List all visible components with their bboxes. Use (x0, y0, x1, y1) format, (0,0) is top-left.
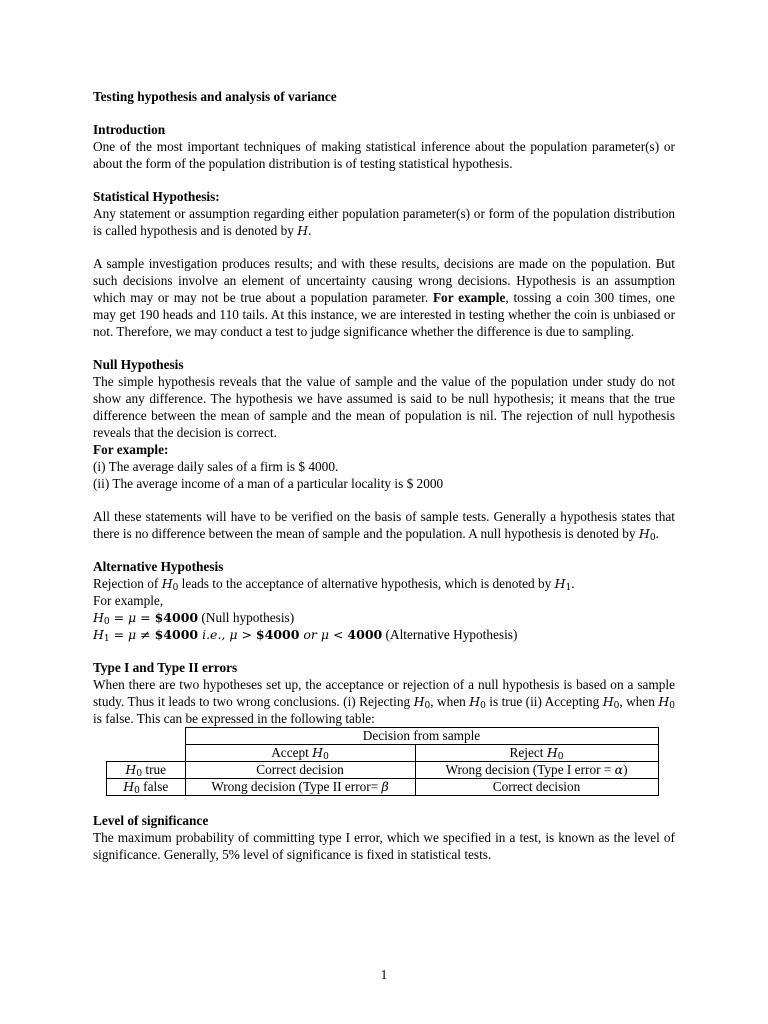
alternative-hypothesis-text: Rejection of $H_0$ leads to the acceptance of alternative hypothesis, which is denoted by $H_1$. (93, 576, 575, 593)
sample-investigation-text: A sample investigation produces results; and with these results, decisions are made on the population. But such decisions involve an element of uncertainty causing wrong decisions. Hypothesis is an assumption which may or may not be true about a population parameter. For example, tossing a coin 300 times, one may get 190 heads and 110 tails. At this instance, we are interested in testing whether the coin is unbiased or not. Therefore, we may conduct a test to judge significance whether the difference is due to sampling. (93, 256, 675, 339)
null-hypothesis-heading: Null Hypothesis (93, 357, 184, 372)
page-number: 1 (380, 967, 388, 982)
table-header-reject: Reject $H_0$ (415, 745, 658, 762)
null-example-heading: For example: (93, 442, 169, 457)
document-title: Testing hypothesis and analysis of variance (93, 89, 337, 104)
table-row (107, 762, 659, 779)
table-cell: Correct decision (415, 779, 658, 796)
table-empty-corner (107, 728, 186, 745)
for-example-label: For example (432, 290, 506, 305)
equation-alternative: $H_1 = \mu$ ≠ $4000 i.e., μ > $4000 or μ < 4000 (Alternative Hypothesis) (93, 627, 518, 644)
table-cell: Correct decision (185, 762, 415, 779)
table-empty-cell (107, 745, 186, 762)
significance-heading: Level of significance (93, 813, 209, 828)
errors-heading: Type I and Type II errors (93, 660, 238, 675)
table-row (107, 779, 659, 796)
alternative-hypothesis-heading: Alternative Hypothesis (93, 559, 224, 574)
null-example-1: (i) The average daily sales of a firm is $ 4000. (93, 459, 339, 474)
introduction-text: One of the most important techniques of making statistical inference about the population parameter(s) or about the form of the population distribution is of testing statistical hypothesis. (93, 139, 675, 171)
introduction-heading: Introduction (93, 122, 166, 137)
table-cell: Wrong decision (Type II error= β (185, 779, 415, 796)
table-group-header: Decision from sample (185, 728, 658, 745)
statistical-hypothesis-text: Any statement or assumption regarding either population parameter(s) or form of the population distribution is called hypothesis and is denoted by H. (93, 206, 675, 238)
null-example-2: (ii) The average income of a man of a particular locality is $ 2000 (93, 476, 444, 491)
errors-text: When there are two hypotheses set up, the acceptance or rejection of a null hypothesis is based on a sample study. Thus it leads to two wrong conclusions. (i) Rejecting $H_0$, when $H_0$ is true (ii) Accepting $H_0$, when $H_0$ is false. This can be expressed in the following table: (93, 677, 675, 726)
null-hypothesis-text-2: All these statements will have to be verified on the basis of sample tests. Generally a hypothesis states that there is no difference between the mean of sample and the population. A null hypothesis is denoted by $H_0$. (93, 509, 675, 543)
document-page (93, 88, 675, 863)
table-row-label: $H_0$ false (107, 779, 186, 796)
significance-text: The maximum probability of committing type I error, which we specified in a test, is known as the level of significance. Generally, 5% level of significance is fixed in statistical tests. (93, 830, 675, 862)
null-hypothesis-text: The simple hypothesis reveals that the value of sample and the value of the population under study do not show any difference. The hypothesis we have assumed is said to be null hypothesis; it means that the true difference between the mean of sample and the mean of population is nil. The rejection of null hypothesis reveals that the decision is correct. (93, 374, 675, 440)
equation-null: $H_0 = \mu$ = $4000 (Null hypothesis) (93, 610, 295, 627)
alternative-for-example: For example, (93, 593, 164, 608)
table-cell: Wrong decision (Type I error = α) (415, 762, 658, 779)
table-header-accept: Accept $H_0$ (185, 745, 415, 762)
statistical-hypothesis-heading: Statistical Hypothesis: (93, 189, 220, 204)
table-row-label: $H_0$ true (107, 762, 186, 779)
error-table (106, 727, 659, 796)
